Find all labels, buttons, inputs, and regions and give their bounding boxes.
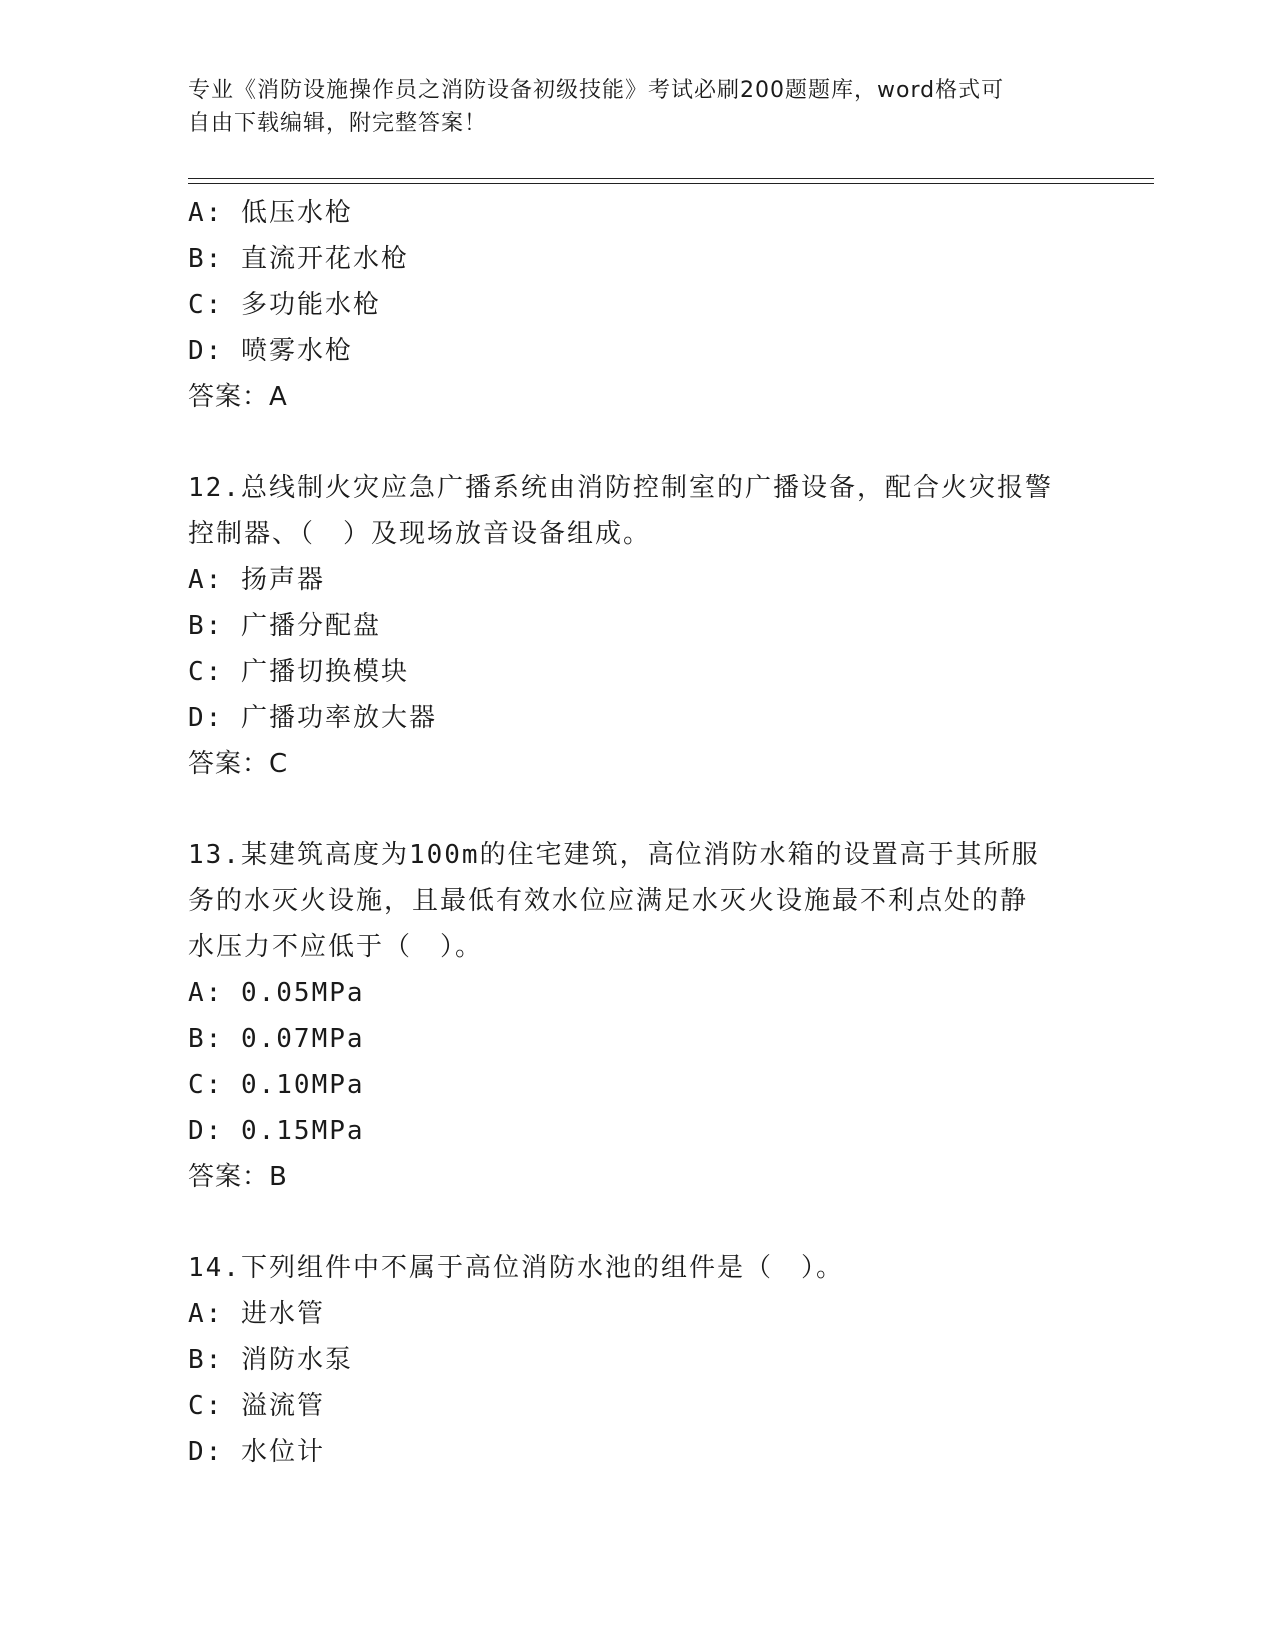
question-stem-line: 务的水灭火设施，且最低有效水位应满足水灭火设施最不利点处的静 xyxy=(188,886,1029,916)
question-stem-line: 控制器、（ ）及现场放音设备组成。 xyxy=(188,519,652,549)
answer-line: 答案：C xyxy=(188,749,289,779)
question-12 xyxy=(188,465,1088,787)
option-b: B: 直流开花水枪 xyxy=(188,244,409,274)
answer-line: 答案：A xyxy=(188,382,288,412)
answer-line: 答案：B xyxy=(188,1162,288,1192)
option-a: A: 扬声器 xyxy=(188,565,325,595)
question-11 xyxy=(188,190,1088,420)
question-list xyxy=(188,190,1088,1475)
option-c: C: 广播切换模块 xyxy=(188,657,409,687)
option-b: B: 消防水泵 xyxy=(188,1345,353,1375)
option-d: D: 喷雾水枪 xyxy=(188,336,353,366)
question-spacer xyxy=(188,1200,1088,1245)
header-divider-top xyxy=(188,178,1154,179)
question-spacer xyxy=(188,787,1088,832)
option-b: B: 0.07MPa xyxy=(188,1024,365,1054)
option-a: A: 低压水枪 xyxy=(188,198,353,228)
question-14 xyxy=(188,1245,1088,1475)
document-header xyxy=(188,74,1068,140)
option-a: A: 进水管 xyxy=(188,1299,325,1329)
header-divider-bottom xyxy=(188,183,1154,184)
question-stem-line: 12.总线制火灾应急广播系统由消防控制室的广播设备，配合火灾报警 xyxy=(188,473,1053,503)
header-title-line-2: 自由下载编辑，附完整答案！ xyxy=(188,111,488,136)
header-title-line-1: 专业《消防设施操作员之消防设备初级技能》考试必刷200题题库，word格式可 xyxy=(188,78,1005,103)
option-c: C: 0.10MPa xyxy=(188,1070,365,1100)
question-stem-line: 14.下列组件中不属于高位消防水池的组件是（ ）。 xyxy=(188,1253,844,1283)
option-d: D: 水位计 xyxy=(188,1437,325,1467)
question-13 xyxy=(188,832,1088,1200)
option-c: C: 溢流管 xyxy=(188,1391,325,1421)
option-d: D: 广播功率放大器 xyxy=(188,703,437,733)
question-spacer xyxy=(188,420,1088,465)
option-d: D: 0.15MPa xyxy=(188,1116,365,1146)
question-stem-line: 水压力不应低于（ ）。 xyxy=(188,932,484,962)
option-b: B: 广播分配盘 xyxy=(188,611,381,641)
option-c: C: 多功能水枪 xyxy=(188,290,381,320)
question-stem-line: 13.某建筑高度为100m的住宅建筑，高位消防水箱的设置高于其所服 xyxy=(188,840,1040,870)
option-a: A: 0.05MPa xyxy=(188,978,365,1008)
